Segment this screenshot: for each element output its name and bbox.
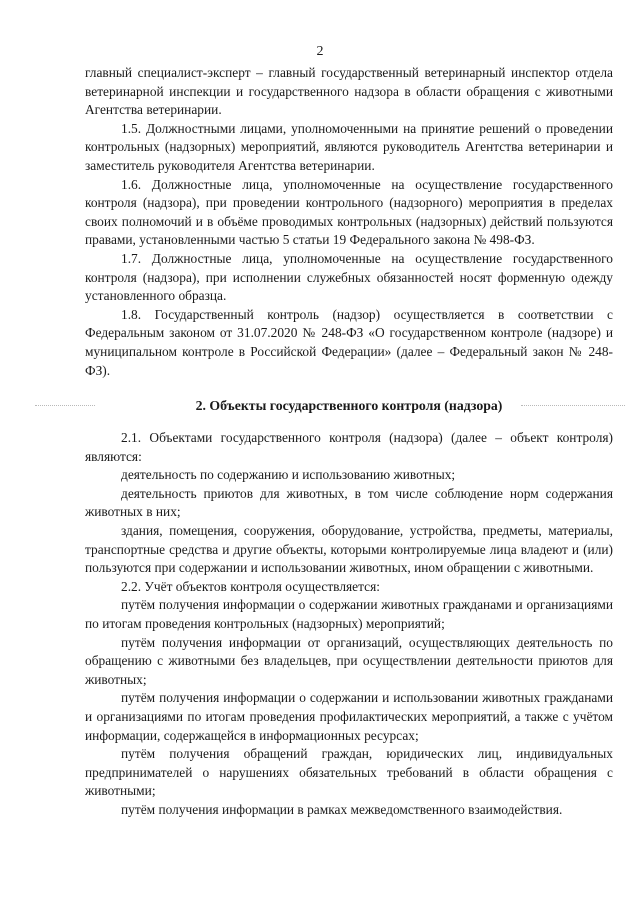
paragraph-2-2: 2.2. Учёт объектов контроля осуществляется: <box>121 578 380 594</box>
paragraph-2-1-item-b: деятельность приютов для животных, в том числе соблюдение норм содержания животных в них; <box>85 485 613 520</box>
paragraph-2-2-item-c: путём получения информации о содержании и использовании животных гражданами и организациями по итогам проведения профилактических мероприятий, а также с учётом информации, содержащейся в информационных ресурсах; <box>85 690 613 743</box>
paragraph-2-2-item-a: путём получения информации о содержании животных гражданами и организациями по итогам проведения контрольных (надзорных) мероприятий; <box>85 597 613 632</box>
paragraph-1-8: 1.8. Государственный контроль (надзор) осуществляется в соответствии с Федеральным законом от 31.07.2020 № 248-ФЗ «О государственном контроле (надзоре) и муниципальном контроле в Российской Федерации» (далее – Федеральный закон № 248-ФЗ). <box>85 306 613 378</box>
paragraph-2-1: 2.1. Объектами государственного контроля (надзора) (далее – объект контроля) являются: <box>85 430 613 464</box>
paragraph-1-7: 1.7. Должностные лица, уполномоченные на осуществление государственного контроля (надзора), при исполнении служебных обязанностей носят форменную одежду установленного образца. <box>85 250 613 304</box>
paragraph-2-2-item-e: путём получения информации в рамках межведомственного взаимодействия. <box>121 801 563 817</box>
paragraph-2-1-item-a: деятельность по содержанию и использованию животных; <box>121 467 456 483</box>
paragraph-continuation: главный специалист-эксперт – главный государственный ветеринарный инспектор отдела ветеринарной инспекции и государственного надзора в области обращения с животными Агентства ветеринарии. <box>85 65 613 118</box>
section-spacer <box>85 380 613 392</box>
paragraph-1-6: 1.6. Должностные лица, уполномоченные на осуществление государственного контроля (надзора), при проведении контрольного (надзорного) мероприятия в пределах своих полномочий и в объёме проводимых контрольных (надзорных) действий пользуются правами, установленными частью 5 статьи 19 Федерального закона № 498-ФЗ. <box>85 176 613 248</box>
paragraph-1-5: 1.5. Должностными лицами, уполномоченными на принятие решений о проведении контрольных (надзорных) мероприятий, являются руководитель Агентства ветеринарии и заместитель руководителя Агентства ветеринарии. <box>85 120 613 173</box>
paragraph-2-1-item-c: здания, помещения, сооружения, оборудование, устройства, предметы, материалы, транспортные средства и другие объекты, которыми контролируемые лица владеют и (или) пользуются при содержании и использовании животных, ином обращении с животными. <box>85 523 613 576</box>
section-heading-wrap <box>85 396 613 415</box>
section-heading: 2. Объекты государственного контроля (надзора) <box>195 398 503 414</box>
paragraph-2-2-item-b: путём получения информации от организаций, осуществляющих деятельность по обращению с животными без владельцев, при осуществлении деятельности приютов для животных; <box>85 634 613 687</box>
document-body <box>85 64 613 820</box>
page-number: 2 <box>316 44 324 59</box>
paragraph-2-2-item-d: путём получения обращений граждан, юридических лиц, индивидуальных предпринимателей о нарушениях обязательных требований в области обращения с животными; <box>85 746 613 799</box>
dotted-rule-right <box>521 405 625 406</box>
